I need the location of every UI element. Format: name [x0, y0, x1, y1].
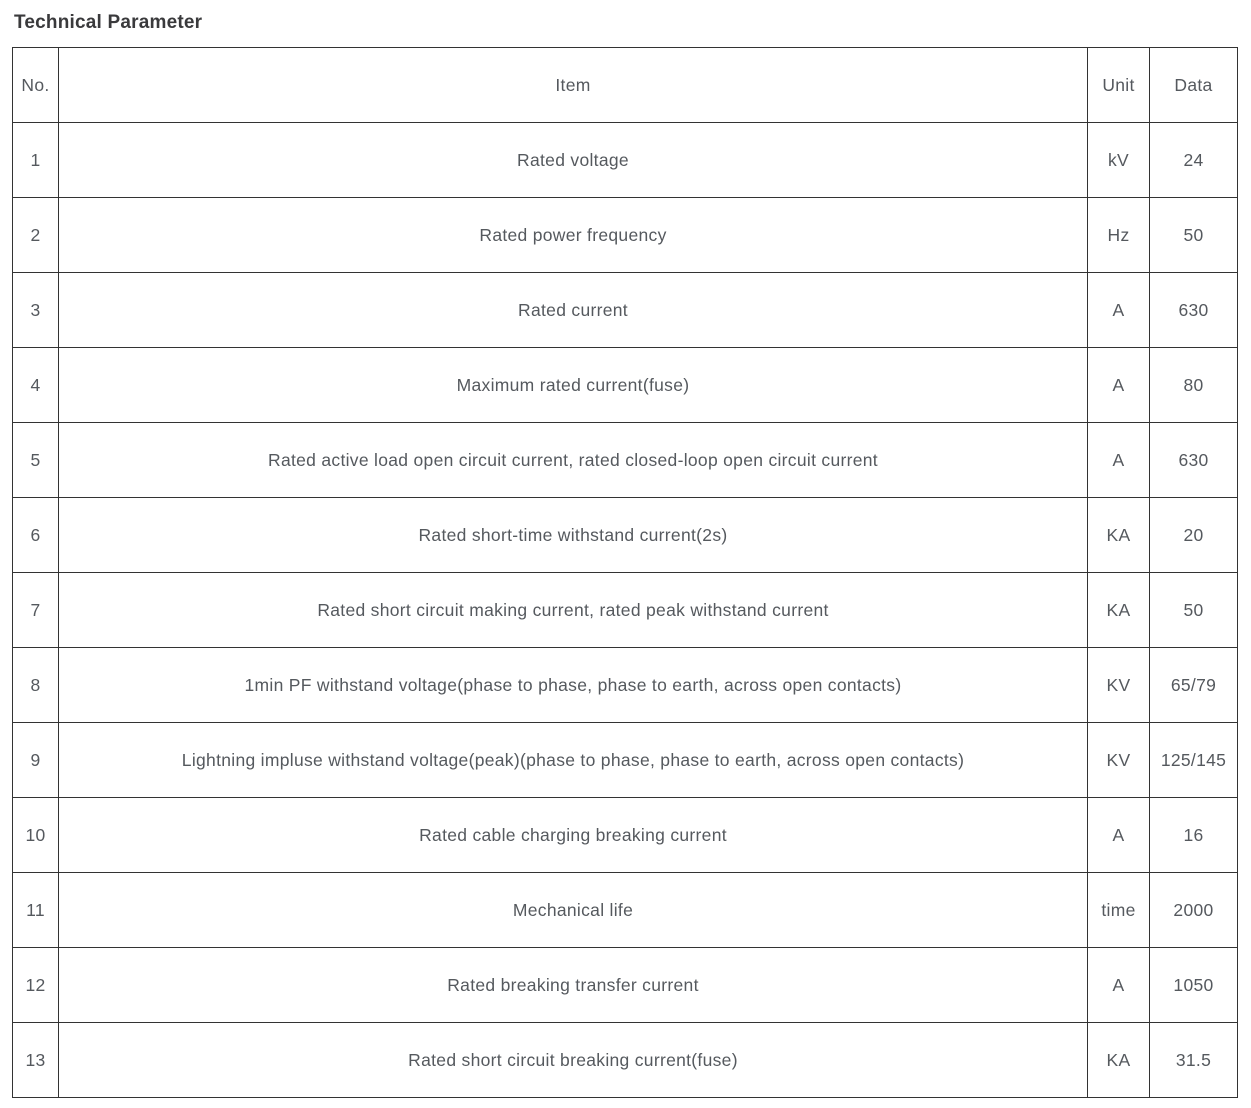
cell-item: Rated breaking transfer current [59, 948, 1088, 1023]
cell-item: Mechanical life [59, 873, 1088, 948]
table-row [13, 123, 1238, 198]
cell-unit: Hz [1088, 198, 1150, 273]
page-title: Technical Parameter [14, 12, 203, 33]
cell-unit: A [1088, 423, 1150, 498]
table-row [13, 648, 1238, 723]
cell-item: Rated active load open circuit current, rated closed-loop open circuit current [59, 423, 1088, 498]
cell-data: 50 [1150, 573, 1238, 648]
cell-unit: A [1088, 948, 1150, 1023]
column-header-item: Item [59, 48, 1088, 123]
table-row [13, 723, 1238, 798]
column-header-data: Data [1150, 48, 1238, 123]
table-row [13, 198, 1238, 273]
cell-data: 24 [1150, 123, 1238, 198]
cell-no: 13 [13, 1023, 59, 1098]
cell-unit: A [1088, 273, 1150, 348]
cell-data: 630 [1150, 423, 1238, 498]
cell-data: 630 [1150, 273, 1238, 348]
cell-no: 5 [13, 423, 59, 498]
table-row [13, 948, 1238, 1023]
cell-unit: A [1088, 348, 1150, 423]
table-row [13, 873, 1238, 948]
table-row [13, 1023, 1238, 1098]
cell-item: Rated power frequency [59, 198, 1088, 273]
cell-unit: KA [1088, 1023, 1150, 1098]
cell-unit: KV [1088, 723, 1150, 798]
technical-parameter-table [12, 47, 1238, 1098]
cell-no: 1 [13, 123, 59, 198]
cell-item: 1min PF withstand voltage(phase to phase, phase to earth, across open contacts) [59, 648, 1088, 723]
cell-no: 12 [13, 948, 59, 1023]
cell-unit: KA [1088, 498, 1150, 573]
cell-no: 4 [13, 348, 59, 423]
cell-no: 8 [13, 648, 59, 723]
table-row [13, 798, 1238, 873]
cell-unit: KV [1088, 648, 1150, 723]
cell-no: 9 [13, 723, 59, 798]
cell-data: 2000 [1150, 873, 1238, 948]
cell-unit: A [1088, 798, 1150, 873]
cell-unit: KA [1088, 573, 1150, 648]
cell-data: 1050 [1150, 948, 1238, 1023]
cell-item: Rated short-time withstand current(2s) [59, 498, 1088, 573]
column-header-no: No. [13, 48, 59, 123]
table-row [13, 423, 1238, 498]
table-row [13, 498, 1238, 573]
column-header-unit: Unit [1088, 48, 1150, 123]
cell-item: Rated short circuit breaking current(fuse) [59, 1023, 1088, 1098]
table-row [13, 348, 1238, 423]
cell-no: 10 [13, 798, 59, 873]
cell-no: 7 [13, 573, 59, 648]
cell-item: Rated voltage [59, 123, 1088, 198]
cell-no: 11 [13, 873, 59, 948]
cell-item: Rated short circuit making current, rated peak withstand current [59, 573, 1088, 648]
cell-data: 65/79 [1150, 648, 1238, 723]
table-header-row [13, 48, 1238, 123]
cell-item: Rated cable charging breaking current [59, 798, 1088, 873]
cell-data: 125/145 [1150, 723, 1238, 798]
cell-item: Lightning impluse withstand voltage(peak)(phase to phase, phase to earth, across open contacts) [59, 723, 1088, 798]
table-row [13, 573, 1238, 648]
cell-data: 31.5 [1150, 1023, 1238, 1098]
cell-data: 80 [1150, 348, 1238, 423]
cell-no: 2 [13, 198, 59, 273]
cell-unit: kV [1088, 123, 1150, 198]
cell-item: Rated current [59, 273, 1088, 348]
cell-no: 3 [13, 273, 59, 348]
cell-no: 6 [13, 498, 59, 573]
cell-unit: time [1088, 873, 1150, 948]
table-body [13, 123, 1238, 1098]
cell-data: 50 [1150, 198, 1238, 273]
cell-item: Maximum rated current(fuse) [59, 348, 1088, 423]
cell-data: 20 [1150, 498, 1238, 573]
cell-data: 16 [1150, 798, 1238, 873]
table-row [13, 273, 1238, 348]
